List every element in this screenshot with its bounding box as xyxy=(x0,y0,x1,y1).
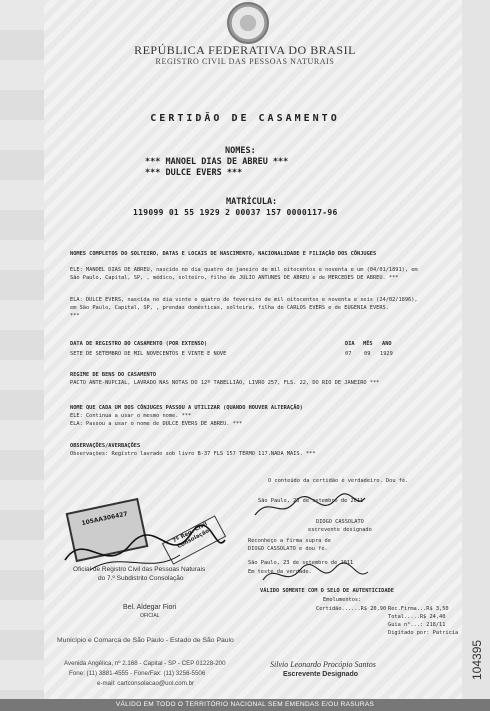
ele-line-1: ELE: MANOEL DIAS DE ABREU, nascido no dia quatro de janeiro de mil oitocentos e noventa e um (04/01/1891), em xyxy=(70,267,418,273)
address-line: Avenida Angélica, nº 2.168 - Capital - SP - CEP 01228-200 xyxy=(64,660,226,667)
digitado-por: Digitado por: Patricia xyxy=(388,630,459,636)
regime-heading: REGIME DE BENS DO CASAMENTO xyxy=(70,372,157,378)
dia-value: 07 xyxy=(345,351,352,357)
name-change-ele: ELE: Continua a usar o mesmo nome. *** xyxy=(70,413,192,419)
spouse-name-2: *** DULCE EVERS *** xyxy=(145,168,243,178)
municipio-line: Município e Comarca de São Paulo - Estado de São Paulo xyxy=(57,637,234,644)
mes-value: 09 xyxy=(364,351,371,357)
left-security-strip xyxy=(0,0,44,711)
matricula-number: 119099 01 55 1929 2 00037 157 0000117-96 xyxy=(133,208,338,217)
ela-line-2: em São Paulo, Capital, SP, , prendas domésticas, solteira, filha de CARLOS EVERS e de EUGENIA EVERS. xyxy=(70,305,389,311)
validity-note: VÁLIDO SOMENTE COM O SELO DE AUTENTICIDADE xyxy=(260,588,394,594)
ano-label: ANO xyxy=(382,341,392,347)
certificate-title: CERTIDÃO DE CASAMENTO xyxy=(150,113,340,124)
republic-title: REPÚBLICA FEDERATIVA DO BRASIL xyxy=(134,43,356,57)
recognition-1: Reconheço a firma supra de xyxy=(248,538,331,544)
signer-name: DIOGO CASSOLATO xyxy=(316,519,364,525)
registry-stamp: 7º Reg. Civil Consolação xyxy=(162,515,226,564)
escrevente-name: Silvio Leonardo Procópio Santos xyxy=(270,660,376,669)
mes-label: MÊS xyxy=(363,341,373,347)
officer-name: Bel. Aldegar Fiori xyxy=(123,604,177,611)
validity-bar: VÁLIDO EM TODO O TERRITÓRIO NACIONAL SEM EMENDAS E/OU RASURAS xyxy=(0,699,490,711)
date-heading: DATA DE REGISTRO DO CASAMENTO (POR EXTENSO) xyxy=(70,341,208,347)
ano-value: 1929 xyxy=(380,351,393,357)
matricula-label: MATRÍCULA: xyxy=(226,197,278,207)
name-change-heading: NOME QUE CADA UM DOS CÔNJUGES PASSOU A UTILIZAR (QUANDO HOUVER ALTERAÇÃO) xyxy=(70,405,303,411)
section-heading: NOMES COMPLETOS DO SOLTEIRO, DATAS E LOCAIS DE NASCIMENTO, NACIONALIDADE E FILIAÇÃO DOS CÔNJUGES xyxy=(70,251,377,257)
registry-subtitle: REGISTRO CIVIL DAS PESSOAS NATURAIS xyxy=(155,57,335,66)
obs-text: Observações: Registro lavrado sob livro B-37 FLS 157 TERMO 117.NADA MAIS. *** xyxy=(70,451,316,457)
attestation-line: O conteúdo da certidão é verdadeiro. Dou fé. xyxy=(268,478,409,484)
spouse-name-1: *** MANOEL DIAS DE ABREU *** xyxy=(145,157,289,167)
ele-line-2: São Paulo, Capital, SP, , médico, solteiro, filho de JULIO ANTUNES DE ABREU e de MERCEDES DE ABREU. *** xyxy=(70,275,399,281)
stamp-serial: 105AA306427 xyxy=(80,510,129,528)
certidao-fee: Certidão......R$ 20,90 xyxy=(316,606,387,612)
signer-role: escrevente designado xyxy=(308,527,372,533)
regime-text: PACTO ANTE-NUPCIAL, LAVRADO NAS NOTAS DO 12º TABELLIÃO, LIVRO 257, FLS. 22, DO RIO DE JANEIRO *** xyxy=(70,380,380,386)
ela-line-1: ELA: DULCE EVERS, nascida no dia vinte e quatro de fevereiro de mil oitocentos e noventa e seis (24/02/1896), xyxy=(70,297,418,303)
emolumentos-label: Emolumentos: xyxy=(323,597,362,603)
rec-firma-fee: Rec.Firma...R$ 3,50 xyxy=(388,606,449,612)
name-change-ela: ELA: Passou a usar o nome de DULCE EVERS DE ABREU. *** xyxy=(70,421,243,427)
names-label: NOMES: xyxy=(225,146,256,156)
escrevente-role: Escrevente Designado xyxy=(283,671,359,678)
coat-of-arms-seal-icon xyxy=(227,2,269,44)
officer-office: Oficial de Registro Civil das Pessoas Naturais xyxy=(73,566,206,573)
date-text: SETE DE SETEMBRO DE MIL NOVECENTOS E VINTE E NOVE xyxy=(70,351,227,357)
recognition-2: DIOGO CASSOLATO e dou fé. xyxy=(248,546,328,552)
handwritten-signature-icon xyxy=(250,490,370,522)
right-security-strip xyxy=(462,0,490,711)
ela-line-3: *** xyxy=(70,313,80,319)
total-fee: Total.....R$ 24,40 xyxy=(388,614,446,620)
serial-number: 104395 xyxy=(470,639,484,680)
attestation-place-date: São Paulo, 23 de setembro de 2011 xyxy=(258,498,364,504)
recognition-signature-icon xyxy=(260,560,370,590)
dia-label: DIA xyxy=(345,341,355,347)
officer-role: OFICIAL xyxy=(140,613,160,619)
officer-district: do 7.º Subdistrito Consolação xyxy=(98,575,184,582)
recognition-3: São Paulo, 23 de setembro de 2011 xyxy=(248,560,354,566)
email-line: e-mail: cartconsolacao@uol.com.br xyxy=(97,680,195,687)
obs-heading: OBSERVAÇÕES/AVERBAÇÕES xyxy=(70,443,141,449)
recognition-4: Em teste da verdade. xyxy=(248,569,312,575)
phone-line: Fone: (11) 3881-4555 - Fone/Fax: (11) 3256-5506 xyxy=(69,670,206,677)
guia-number: Guia n°...: 218/11 xyxy=(388,622,446,628)
